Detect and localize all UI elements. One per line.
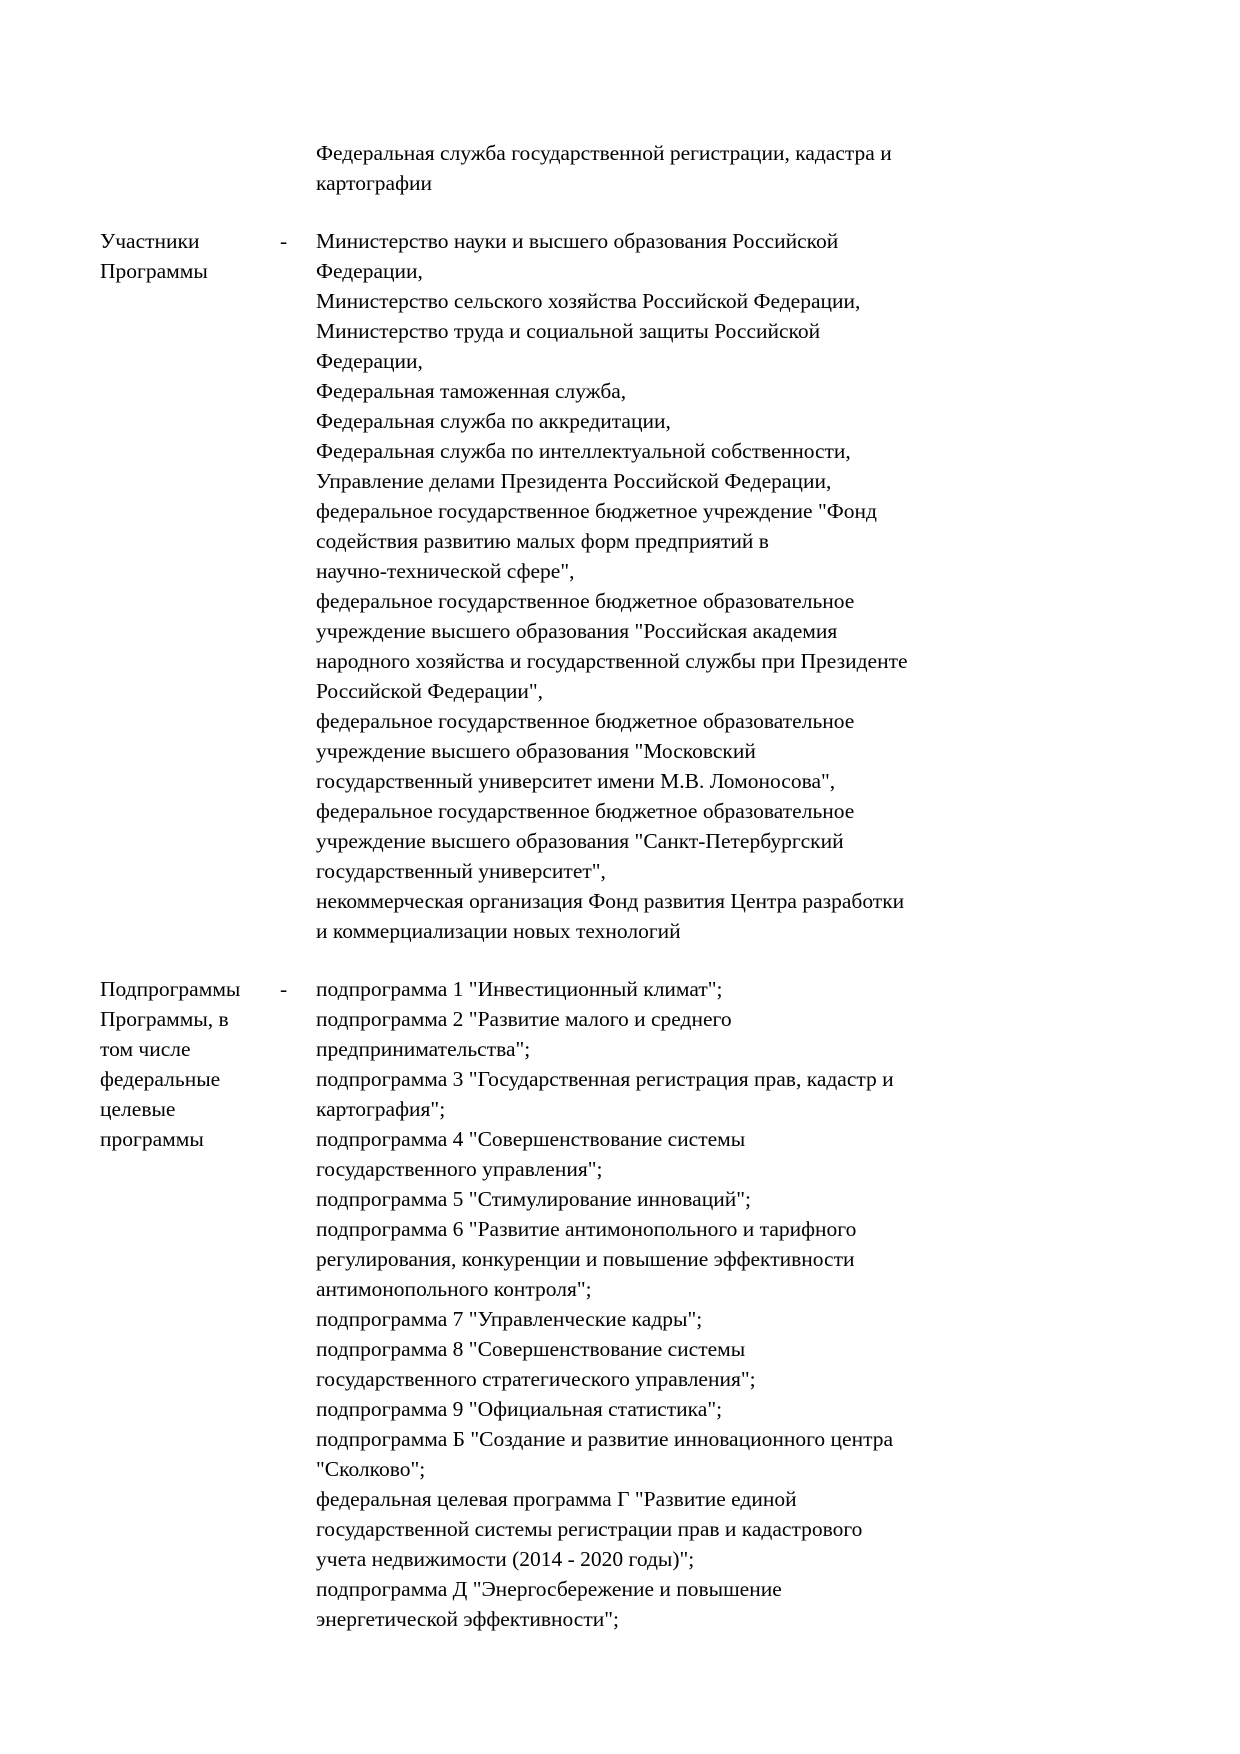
row-value-line: государственного стратегического управления"; — [316, 1367, 756, 1391]
row-value-line: народного хозяйства и государственной службы при Президенте — [316, 649, 908, 673]
row-value-line: подпрограмма 9 "Официальная статистика"; — [316, 1397, 723, 1421]
row-value-line: федеральное государственное бюджетное образовательное — [316, 799, 855, 823]
row-value-line: Федерации, — [316, 259, 423, 283]
row-value-line: учреждение высшего образования "Санкт-Петербургский — [316, 829, 844, 853]
row-label-podprogrammy-programmy — [100, 974, 280, 1154]
row-label-line: том числе — [100, 1037, 191, 1061]
row-value-line: государственного управления"; — [316, 1157, 603, 1181]
row-value-line: подпрограмма 8 "Совершенствование системы — [316, 1337, 746, 1361]
row-value-line: предпринимательства"; — [316, 1037, 531, 1061]
row-value-podprogrammy-programmy — [316, 974, 960, 1634]
row-value-line: подпрограмма 3 "Государственная регистрация прав, кадастр и — [316, 1067, 894, 1091]
row-value-line: федеральное государственное бюджетное образовательное — [316, 589, 855, 613]
row-value-line: подпрограмма 4 "Совершенствование системы — [316, 1127, 746, 1151]
row-label-line: федеральные — [100, 1067, 221, 1091]
row-value-line: Федеральная таможенная служба, — [316, 379, 627, 403]
row-label-line: Программы, в — [100, 1007, 229, 1031]
row-value-line: Министерство сельского хозяйства Российской Федерации, — [316, 289, 861, 313]
row-value-uchastniki-programmy — [316, 226, 960, 946]
row-value-line: учета недвижимости (2014 - 2020 годы)"; — [316, 1547, 695, 1571]
row-value-line: некоммерческая организация Фонд развития Центра разработки — [316, 889, 905, 913]
row-value-line: государственный университет имени М.В. Ломоносова", — [316, 769, 836, 793]
row-value-line: содействия развитию малых форм предприятий в — [316, 529, 769, 553]
row-value-line: подпрограмма 2 "Развитие малого и среднего — [316, 1007, 732, 1031]
row-label-line: программы — [100, 1127, 204, 1151]
block-spacer — [100, 198, 1100, 226]
row-value-line: Федеральная служба по аккредитации, — [316, 409, 671, 433]
page-content — [100, 138, 1100, 1634]
document-row-podprogrammy-programmy — [100, 974, 960, 1634]
row-value-line: Российской Федерации", — [316, 679, 544, 703]
row-value-line: подпрограмма 6 "Развитие антимонопольного и тарифного — [316, 1217, 857, 1241]
row-value-line: Федерации, — [316, 349, 423, 373]
row-value-line: подпрограмма Б "Создание и развитие инновационного центра — [316, 1427, 894, 1451]
row-value-line: регулирования, конкуренции и повышение эффективности — [316, 1247, 855, 1271]
continuation-value-text — [316, 138, 960, 198]
row-value-line: подпрограмма 5 "Стимулирование инноваций"; — [316, 1187, 751, 1211]
row-value-line: подпрограмма Д "Энергосбережение и повышение — [316, 1577, 782, 1601]
row-value-line: энергетической эффективности"; — [316, 1607, 620, 1631]
row-dash-separator: - — [280, 229, 288, 253]
row-label-line: Программы — [100, 259, 208, 283]
document-rows — [100, 226, 1100, 1634]
row-value-line: Управление делами Президента Российской Федерации, — [316, 469, 832, 493]
row-value-line: федеральное государственное бюджетное учреждение "Фонд — [316, 499, 877, 523]
row-label-line: Участники — [100, 229, 200, 253]
continuation-line: Федеральная служба государственной регистрации, кадастра и — [316, 141, 892, 165]
row-value-line: федеральная целевая программа Г "Развитие единой — [316, 1487, 797, 1511]
continuation-line: картографии — [316, 171, 433, 195]
row-label-uchastniki-programmy — [100, 226, 280, 286]
row-value-line: и коммерциализации новых технологий — [316, 919, 681, 943]
row-value-line: картография"; — [316, 1097, 446, 1121]
row-value-line: федеральное государственное бюджетное образовательное — [316, 709, 855, 733]
row-value-line: Министерство труда и социальной защиты Российской — [316, 319, 821, 343]
document-row-uchastniki-programmy — [100, 226, 960, 946]
row-label-line: целевые — [100, 1097, 176, 1121]
row-value-line: учреждение высшего образования "Российская академия — [316, 619, 838, 643]
row-value-line: Федеральная служба по интеллектуальной собственности, — [316, 439, 851, 463]
row-value-line: государственный университет", — [316, 859, 606, 883]
row-value-line: "Сколково"; — [316, 1457, 426, 1481]
row-value-line: государственной системы регистрации прав и кадастрового — [316, 1517, 863, 1541]
row-value-line: Министерство науки и высшего образования Российской — [316, 229, 839, 253]
row-value-line: подпрограмма 1 "Инвестиционный климат"; — [316, 977, 723, 1001]
row-value-line: антимонопольного контроля"; — [316, 1277, 592, 1301]
row-value-line: научно-технической сфере", — [316, 559, 575, 583]
row-dash-separator: - — [280, 977, 288, 1001]
row-value-line: учреждение высшего образования "Московский — [316, 739, 756, 763]
row-label-line: Подпрограммы — [100, 977, 241, 1001]
row-value-line: подпрограмма 7 "Управленческие кадры"; — [316, 1307, 703, 1331]
continuation-block — [100, 138, 960, 198]
